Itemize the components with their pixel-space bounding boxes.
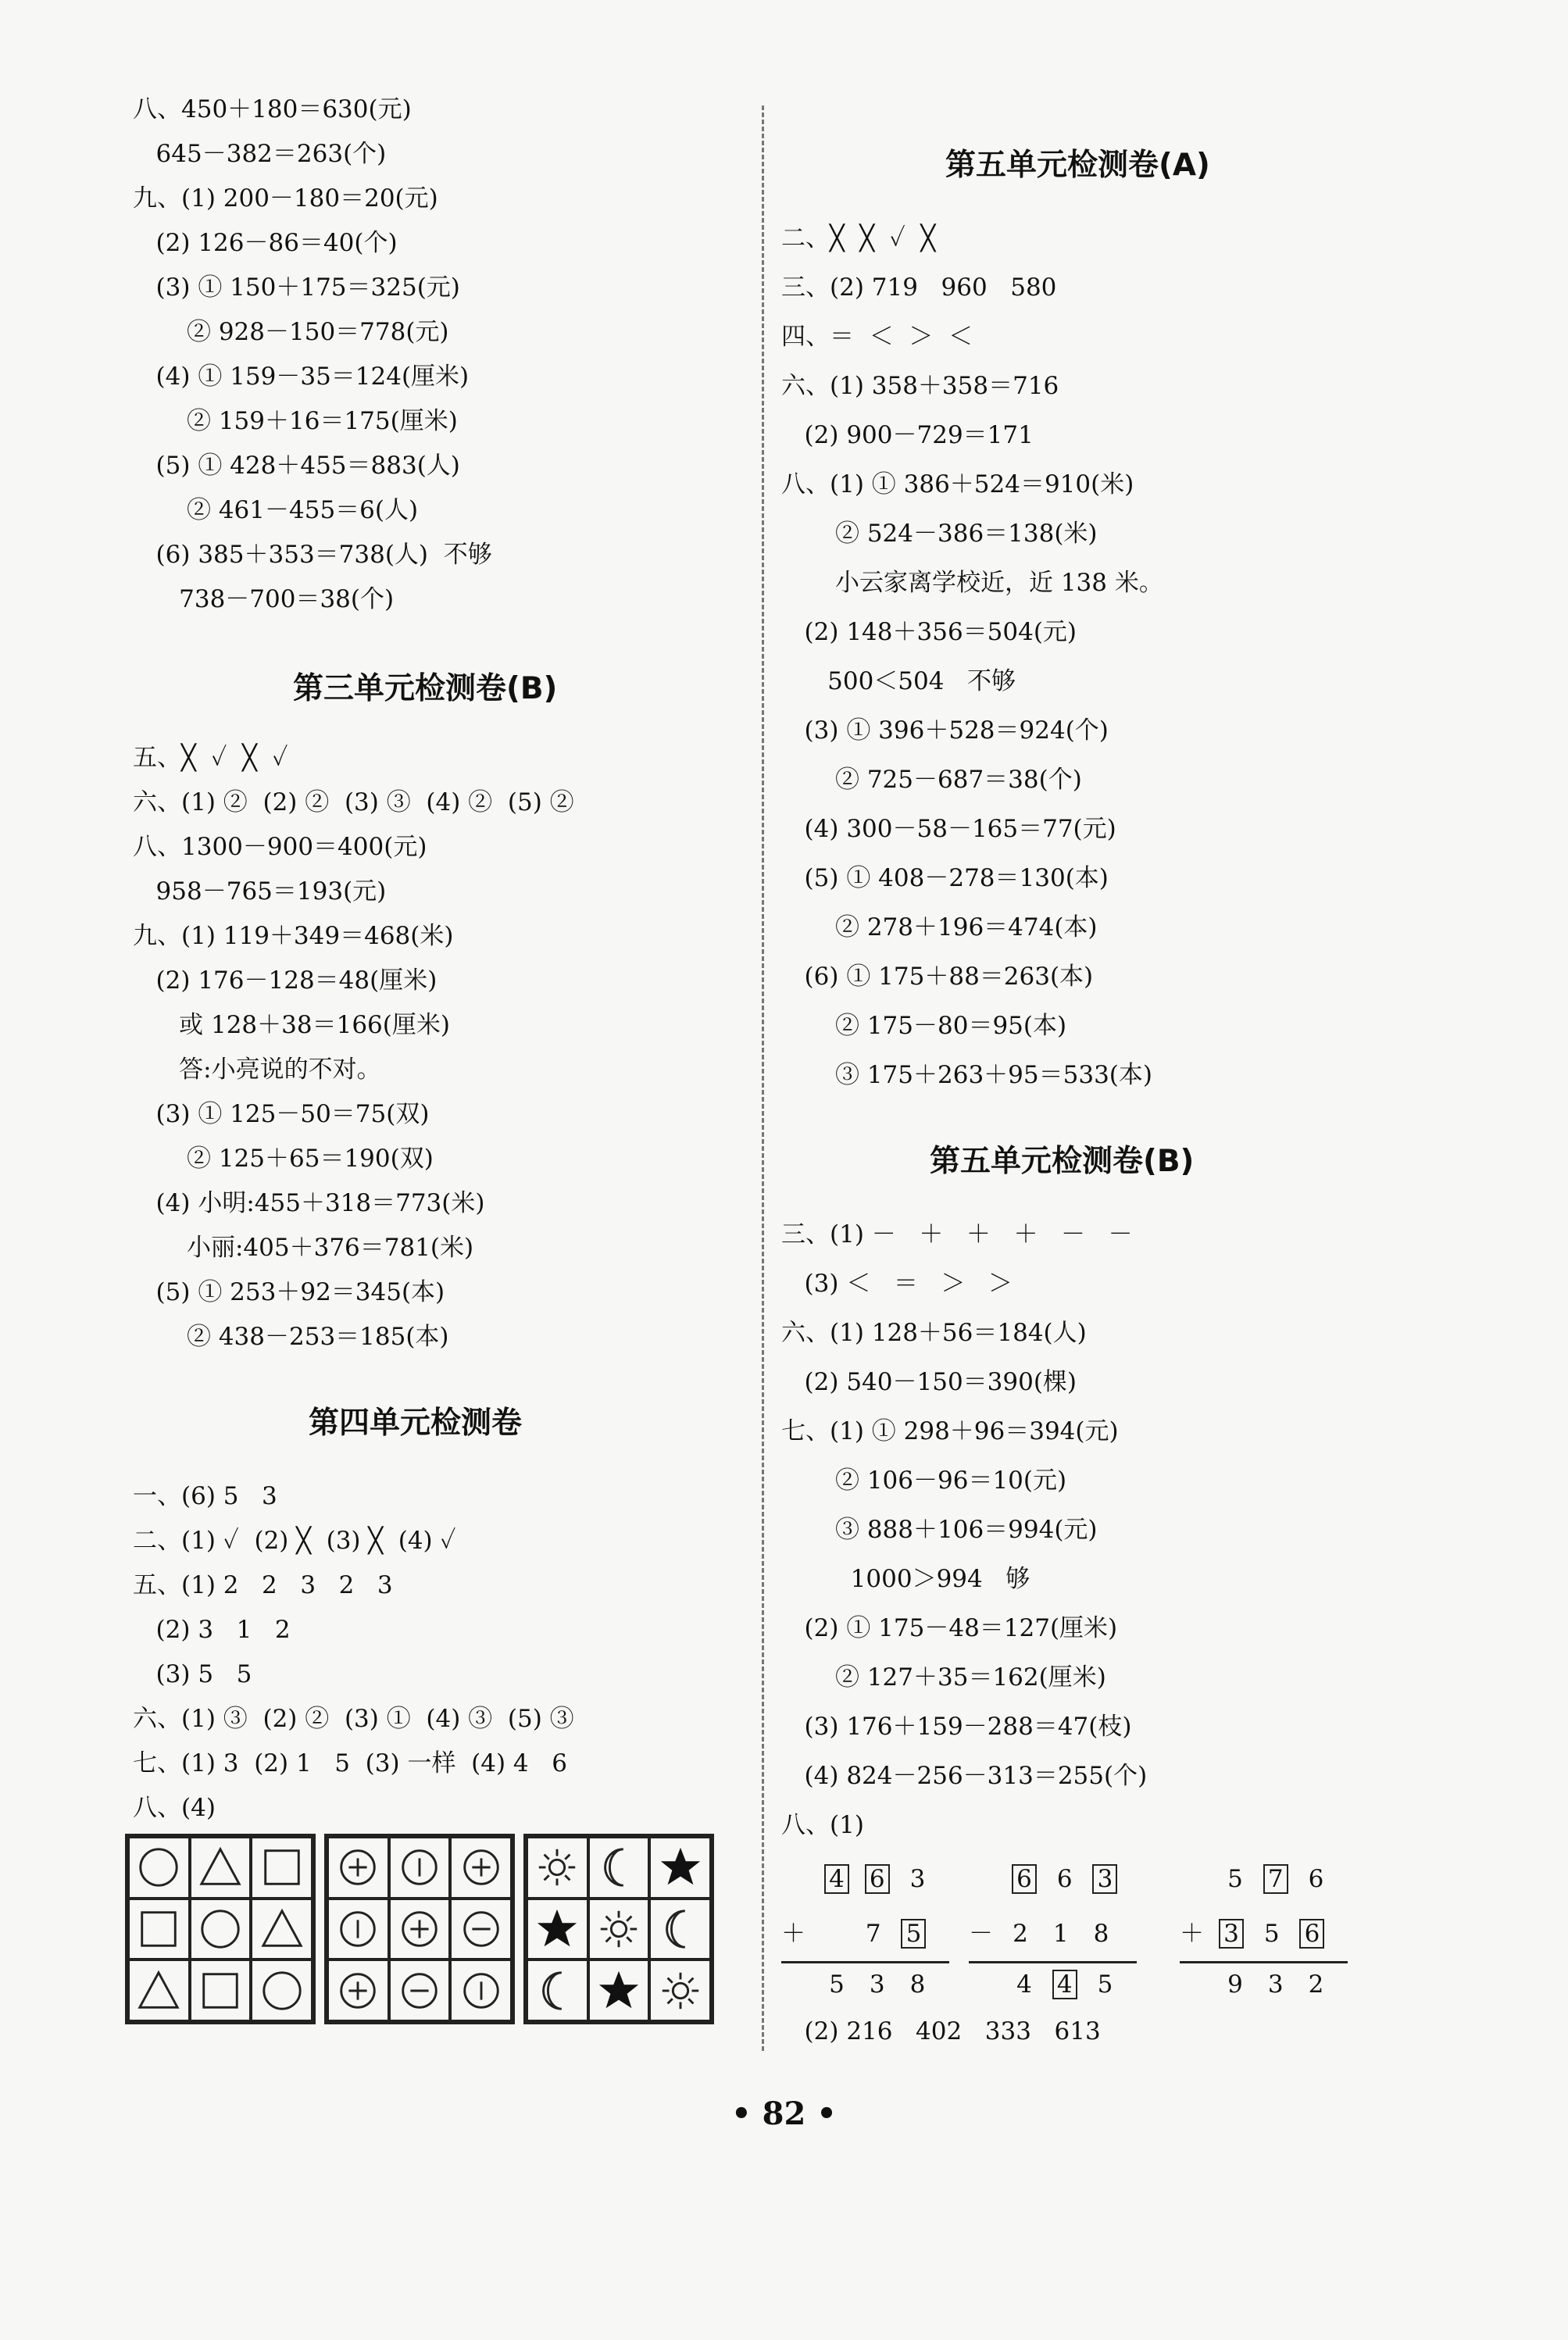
answer-line: (4) 824－256－313＝255(个) bbox=[781, 1762, 1148, 1790]
answer-line: 958－765＝193(元) bbox=[133, 877, 387, 906]
answer-line: ② 461－455＝6(人) bbox=[133, 496, 419, 524]
bar-icon bbox=[389, 1837, 451, 1899]
plus-icon bbox=[450, 1837, 512, 1899]
answer-line: 八、450＋180＝630(元) bbox=[133, 95, 412, 123]
answer-line: (3) ① 125－50＝75(双) bbox=[133, 1100, 430, 1128]
symbol-grid bbox=[523, 1834, 714, 2024]
moon-icon bbox=[527, 1960, 588, 2021]
minus-icon bbox=[389, 1960, 451, 2021]
vertical-result-row: 9 3 2 bbox=[1227, 1970, 1324, 1999]
answer-line: 500＜504 不够 bbox=[781, 667, 1016, 695]
answer-line: (2) 148＋356＝504(元) bbox=[781, 618, 1077, 646]
answer-line: (5) ① 428＋455＝883(人) bbox=[133, 452, 460, 480]
sun-icon bbox=[588, 1899, 650, 1960]
vertical-top-row: 5 7 6 bbox=[1227, 1865, 1324, 1893]
minus-icon bbox=[450, 1899, 512, 1960]
vertical-result-row: 5 3 8 bbox=[829, 1970, 926, 1999]
answer-line: 或 128＋38＝166(厘米) bbox=[133, 1011, 450, 1039]
answer-line: 九、(1) 200－180＝20(元) bbox=[133, 184, 438, 213]
answer-line: 八、(4) bbox=[133, 1794, 216, 1822]
section-title: 第三单元检测卷(B) bbox=[293, 671, 558, 706]
answer-line: (3) 176＋159－288＝47(枝) bbox=[781, 1713, 1132, 1741]
answer-line: (2) ① 175－48＝127(厘米) bbox=[781, 1614, 1118, 1642]
answer-line: 小云家离学校近，近 138 米。 bbox=[781, 569, 1163, 597]
answer-line: 三、(1) － ＋ ＋ ＋ － － bbox=[781, 1220, 1133, 1249]
sum-line bbox=[781, 1961, 949, 1963]
section-title: 第四单元检测卷 bbox=[309, 1406, 523, 1441]
answer-line: (3) ① 396＋528＝924(个) bbox=[781, 716, 1109, 745]
answer-line: 六、(1) ③ (2) ② (3) ① (4) ③ (5) ③ bbox=[133, 1705, 574, 1733]
answer-line: ② 125＋65＝190(双) bbox=[133, 1145, 434, 1173]
answer-line: 738－700＝38(个) bbox=[133, 585, 395, 613]
answer-line: 二、(1) ✓ (2) ╳ (3) ╳ (4) ✓ bbox=[133, 1527, 456, 1555]
answer-line: ③ 175＋263＋95＝533(本) bbox=[781, 1061, 1152, 1089]
symbol-grid bbox=[324, 1834, 515, 2024]
star-icon bbox=[527, 1899, 588, 1960]
answer-line: 答:小亮说的不对。 bbox=[133, 1056, 381, 1084]
answer-line: (3) ＜ ＝ ＞ ＞ bbox=[781, 1270, 1013, 1298]
sun-icon bbox=[527, 1837, 588, 1899]
answer-line: (4) 小明:455＋318＝773(米) bbox=[133, 1189, 485, 1217]
answer-line: ② 928－150＝778(元) bbox=[133, 318, 449, 346]
sun-icon bbox=[649, 1960, 711, 2021]
answer-line: (2) 3 1 2 bbox=[133, 1616, 291, 1644]
answer-line: 七、(1) ① 298＋96＝394(元) bbox=[781, 1417, 1119, 1445]
answer-line: 三、(2) 719 960 580 bbox=[781, 273, 1057, 302]
answer-line: (2) 126－86＝40(个) bbox=[133, 229, 398, 257]
circle-icon bbox=[190, 1899, 252, 1960]
answer-line: (4) 300－58－165＝77(元) bbox=[781, 815, 1116, 843]
moon-icon bbox=[588, 1837, 650, 1899]
section-title: 第五单元检测卷(B) bbox=[930, 1144, 1195, 1179]
circle-icon bbox=[251, 1960, 313, 2021]
answer-line: 645－382＝263(个) bbox=[133, 140, 387, 168]
answer-line: (2) 216 402 333 613 bbox=[781, 2017, 1101, 2045]
answer-line: 四、＝ ＜ ＞ ＜ bbox=[781, 323, 973, 351]
answer-line: 九、(1) 119＋349＝468(米) bbox=[133, 922, 454, 950]
answer-line: 八、(1) ① 386＋524＝910(米) bbox=[781, 470, 1134, 498]
answer-line: (6) ① 175＋88＝263(本) bbox=[781, 963, 1094, 991]
triangle-icon bbox=[190, 1837, 252, 1899]
answer-line: 1000＞994 够 bbox=[781, 1565, 1030, 1593]
answer-line: ② 106－96＝10(元) bbox=[781, 1467, 1067, 1495]
answer-line: (2) 900－729＝171 bbox=[781, 421, 1034, 449]
answer-line: (5) ① 253＋92＝345(本) bbox=[133, 1278, 445, 1306]
square-icon bbox=[251, 1837, 313, 1899]
answer-line: 八、(1) bbox=[781, 1811, 864, 1839]
answer-line: ② 175－80＝95(本) bbox=[781, 1012, 1067, 1040]
answer-line: (2) 540－150＝390(棵) bbox=[781, 1368, 1077, 1396]
bar-icon bbox=[450, 1960, 512, 2021]
page-number: • 82 • bbox=[731, 2095, 837, 2132]
sum-line bbox=[1180, 1961, 1348, 1963]
triangle-icon bbox=[128, 1960, 190, 2021]
vertical-mid-row: ＋ 3 5 6 bbox=[1180, 1918, 1324, 1949]
vertical-top-row: 4 6 3 bbox=[824, 1863, 930, 1895]
answer-line: ② 159＋16＝175(厘米) bbox=[133, 407, 458, 435]
answer-line: (6) 385＋353＝738(人) 不够 bbox=[133, 541, 492, 569]
vertical-result-row: 4 4 5 bbox=[1016, 1970, 1113, 1999]
answer-line: 六、(1) ② (2) ② (3) ③ (4) ② (5) ② bbox=[133, 788, 574, 816]
symbol-grid bbox=[125, 1834, 316, 2024]
square-icon bbox=[190, 1960, 252, 2021]
answer-line: ③ 888＋106＝994(元) bbox=[781, 1516, 1098, 1544]
vertical-mid-row: ＋ 7 5 bbox=[781, 1918, 926, 1949]
answer-line: (5) ① 408－278＝130(本) bbox=[781, 864, 1109, 892]
bar-icon bbox=[327, 1899, 389, 1960]
answer-line: 六、(1) 128＋56＝184(人) bbox=[781, 1319, 1087, 1347]
vertical-top-row: 6 6 3 bbox=[1012, 1863, 1117, 1895]
answer-line: 五、╳ ✓ ╳ ✓ bbox=[133, 744, 288, 772]
answer-line: 五、(1) 2 2 3 2 3 bbox=[133, 1571, 393, 1599]
section-title: 第五单元检测卷(A) bbox=[945, 148, 1210, 183]
star-icon bbox=[588, 1960, 650, 2021]
answer-line: ② 278＋196＝474(本) bbox=[781, 913, 1098, 941]
answer-line: 小丽:405＋376＝781(米) bbox=[133, 1234, 474, 1262]
answer-line: (3) ① 150＋175＝325(元) bbox=[133, 273, 460, 302]
answer-line: 一、(6) 5 3 bbox=[133, 1482, 277, 1510]
answer-line: (4) ① 159－35＝124(厘米) bbox=[133, 363, 470, 391]
answer-line: (3) 5 5 bbox=[133, 1660, 252, 1688]
circle-icon bbox=[128, 1837, 190, 1899]
answer-line: ② 725－687＝38(个) bbox=[781, 766, 1082, 794]
plus-icon bbox=[327, 1960, 389, 2021]
square-icon bbox=[128, 1899, 190, 1960]
answer-line: 七、(1) 3 (2) 1 5 (3) 一样 (4) 4 6 bbox=[133, 1749, 567, 1777]
column-divider bbox=[762, 105, 764, 2051]
answer-line: 六、(1) 358＋358＝716 bbox=[781, 372, 1059, 400]
answer-line: ② 524－386＝138(米) bbox=[781, 520, 1098, 548]
moon-icon bbox=[649, 1899, 711, 1960]
answer-line: ② 127＋35＝162(厘米) bbox=[781, 1663, 1106, 1692]
triangle-icon bbox=[251, 1899, 313, 1960]
answer-line: 二、╳ ╳ ✓ ╳ bbox=[781, 224, 936, 252]
answer-line: ② 438－253＝185(本) bbox=[133, 1323, 449, 1351]
plus-icon bbox=[389, 1899, 451, 1960]
vertical-mid-row: － 2 1 8 bbox=[969, 1920, 1109, 1948]
answer-line: 八、1300－900＝400(元) bbox=[133, 833, 427, 861]
answer-line: (2) 176－128＝48(厘米) bbox=[133, 966, 438, 995]
star-icon bbox=[649, 1837, 711, 1899]
sum-line bbox=[969, 1961, 1137, 1963]
plus-icon bbox=[327, 1837, 389, 1899]
